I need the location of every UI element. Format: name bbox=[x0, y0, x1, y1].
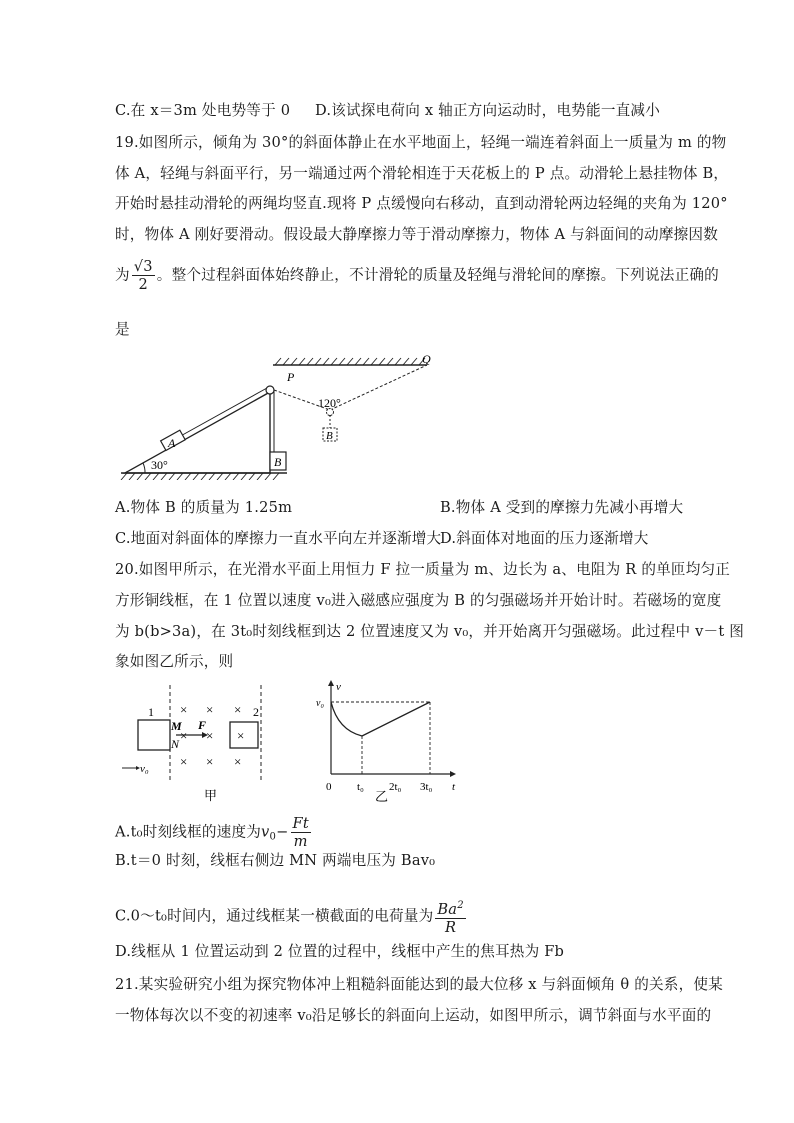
q19-option-c: C.地面对斜面体的摩擦力一直水平向左并逐渐增大 bbox=[115, 530, 442, 547]
q19-stem-line-1: 19.如图所示，倾角为 30°的斜面体静止在水平地面上，轻绳一端连着斜面上一质量为 m 的物 bbox=[115, 134, 727, 151]
q19-option-a: A.物体 B 的质量为 1.25m bbox=[115, 499, 293, 516]
incline-body bbox=[125, 392, 270, 473]
cross-mark: × bbox=[234, 754, 242, 769]
caption-jia: 甲 bbox=[204, 788, 218, 803]
cross-mark: × bbox=[206, 728, 214, 743]
q19-mu-denominator: 2 bbox=[138, 276, 149, 293]
q20-option-c bbox=[115, 897, 468, 936]
q20-option-c-prefix: C.0～t₀时间内，通过线框某一横截面的电荷量为 bbox=[115, 907, 434, 925]
q20-option-a-denominator: m bbox=[293, 833, 308, 850]
label-m: M bbox=[171, 719, 182, 733]
q20-stem-line-2: 方形铜线框，在 1 位置以速度 v₀进入磁感应强度为 B 的匀强磁场并开始计时。若磁场的宽度 bbox=[115, 592, 722, 609]
label-b1: B bbox=[274, 455, 282, 469]
cross-mark: × bbox=[237, 728, 245, 743]
q19-stem-line-3: 开始时悬挂动滑轮的两绳均竖直.现将 P 点缓慢向右移动，直到动滑轮两边轻绳的夹角为 120° bbox=[115, 195, 728, 212]
q20-option-d: D.线框从 1 位置运动到 2 位置的过程中，线框中产生的焦耳热为 Fb bbox=[115, 943, 565, 960]
q20-option-a-prefix: A.t₀时刻线框的速度为 bbox=[115, 823, 262, 841]
q19-stem-line-2: 体 A，轻绳与斜面平行，另一端通过两个滑轮相连于天花板上的 P 点。动滑轮上悬挂物体 B， bbox=[115, 165, 729, 182]
position-1-label: 1 bbox=[148, 705, 154, 719]
q19-option-b: B.物体 A 受到的摩擦力先减小再增大 bbox=[440, 499, 684, 516]
label-v0: v₀ bbox=[140, 763, 149, 775]
q19-incline-figure bbox=[115, 350, 445, 480]
q20-figure-yi bbox=[312, 678, 462, 805]
frame-position-1 bbox=[138, 720, 170, 750]
q20-option-a bbox=[115, 815, 313, 850]
q20-stem-line-1: 20.如图甲所示，在光滑水平面上用恒力 F 拉一质量为 m、边长为 a、电阻为 R 的单匝均匀正 bbox=[115, 561, 731, 578]
q20-option-c-numerator bbox=[435, 897, 465, 919]
caption-yi: 乙 bbox=[375, 789, 389, 804]
label-n: N bbox=[171, 737, 180, 751]
q20-option-a-v: v bbox=[261, 823, 270, 841]
q19-mu-prefix: 为 bbox=[115, 266, 130, 284]
position-2-label: 2 bbox=[253, 705, 259, 719]
cross-mark: × bbox=[180, 702, 188, 717]
cross-mark: × bbox=[206, 702, 214, 717]
q20-figure-jia bbox=[118, 680, 278, 805]
q19-stem-line-5 bbox=[115, 258, 719, 293]
q20-option-a-numerator: Ft bbox=[292, 815, 309, 832]
tick-label-origin: 0 bbox=[326, 781, 332, 793]
q19-stem-line-4: 时，物体 A 刚好要滑动。假设最大静摩擦力等于滑动摩擦力，物体 A 与斜面间的动摩擦因数 bbox=[115, 226, 718, 243]
q21-stem-line-1: 21.某实验研究小组为探究物体冲上粗糙斜面能达到的最大位移 x 与斜面倾角 θ 的关系，使某 bbox=[115, 976, 723, 993]
q20-option-a-fraction bbox=[291, 815, 311, 850]
label-p: P bbox=[287, 370, 295, 384]
label-f: F bbox=[198, 718, 207, 732]
tick-label-3t0: 3t₀ bbox=[420, 781, 433, 793]
tick-label-v0: v₀ bbox=[316, 698, 324, 709]
cross-mark: × bbox=[206, 754, 214, 769]
q20-stem-line-4: 象如图乙所示，则 bbox=[115, 653, 234, 670]
tick-label-t0: t₀ bbox=[357, 781, 364, 793]
q19-mu-fraction bbox=[132, 258, 155, 293]
q20-option-c-num-base: Ba bbox=[437, 901, 458, 918]
tick-label-2t0: 2t₀ bbox=[389, 781, 402, 793]
ceiling-hatch bbox=[275, 358, 425, 365]
cross-mark: × bbox=[180, 728, 188, 743]
q21-stem-line-2: 一物体每次以不变的初速率 v₀沿足够长的斜面向上运动，如图甲所示，调节斜面与水平面的 bbox=[115, 1007, 712, 1024]
q20-option-c-num-sup: 2 bbox=[457, 900, 464, 911]
incline-rope bbox=[177, 388, 267, 438]
vt-curve-decreasing bbox=[331, 702, 362, 736]
axis-label-t: t bbox=[452, 781, 456, 793]
label-b2: B bbox=[326, 430, 333, 442]
fixed-pulley bbox=[266, 386, 274, 394]
dashed-rope-right bbox=[330, 365, 427, 410]
q19-mu-numerator: √3 bbox=[133, 258, 153, 275]
label-q: Q bbox=[422, 352, 431, 366]
q20-stem-line-3: 为 b(b>3a)，在 3t₀时刻线框到达 2 位置速度又为 v₀，并开始离开匀强磁场。此过程中 v－t 图 bbox=[115, 623, 745, 640]
vt-line-increasing bbox=[362, 702, 430, 736]
t-axis-arrowhead bbox=[450, 771, 456, 777]
v-axis-arrowhead bbox=[328, 680, 334, 686]
ground-hatch bbox=[121, 473, 279, 480]
q18-option-c: C.在 x＝3m 处电势等于 0 bbox=[115, 102, 291, 119]
q20-option-a-subscript: 0 bbox=[269, 831, 277, 843]
q19-stem-line-6: 是 bbox=[115, 321, 130, 338]
q20-option-c-denominator: R bbox=[444, 919, 457, 936]
q20-option-a-minus: − bbox=[276, 823, 289, 841]
q19-option-d: D.斜面体对地面的压力逐渐增大 bbox=[440, 530, 649, 547]
axis-label-v: v bbox=[336, 681, 341, 693]
q20-option-c-fraction bbox=[435, 897, 465, 936]
angle-120-label: 120° bbox=[318, 396, 341, 410]
angle-30-label: 30° bbox=[151, 458, 168, 472]
q20-option-b: B.t＝0 时刻，线框右侧边 MN 两端电压为 Bav₀ bbox=[115, 852, 436, 869]
label-a: A bbox=[168, 436, 176, 450]
q18-option-d: D.该试探电荷向 x 轴正方向运动时，电势能一直减小 bbox=[315, 102, 660, 119]
q19-mu-suffix: 。整个过程斜面体始终静止，不计滑轮的质量及轻绳与滑轮间的摩擦。下列说法正确的 bbox=[156, 266, 719, 284]
cross-mark: × bbox=[234, 702, 242, 717]
cross-mark: × bbox=[180, 754, 188, 769]
incline-angle-arc bbox=[143, 463, 145, 473]
